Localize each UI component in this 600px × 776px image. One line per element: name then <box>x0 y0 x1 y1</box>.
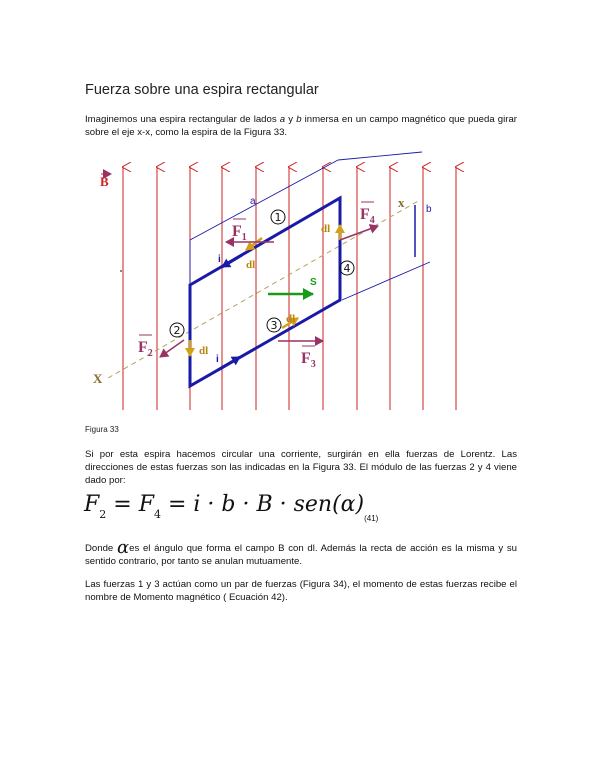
dl-label: dl <box>199 345 209 357</box>
section-title: Fuerza sobre una espira rectangular <box>85 82 319 98</box>
force-arrows <box>160 226 378 357</box>
alpha-paragraph <box>85 537 518 568</box>
dl-label: dl <box>246 259 256 271</box>
formula-eq1: = <box>106 492 139 517</box>
equation-number: (41) <box>364 514 379 523</box>
side-b-var: b <box>296 114 302 125</box>
force-label-f4: $F_4$ <box>360 206 375 226</box>
intro-text-2: inmersa en un campo magnético que pueda girar sobre el eje x-x, como la espira de la Figura 33. <box>85 114 517 138</box>
axis-label-bottom: X <box>93 371 103 386</box>
equation-41 <box>84 492 378 523</box>
dl-label: dl <box>321 223 331 235</box>
current-arrow <box>222 255 242 267</box>
intro-text-1: Imaginemos una espira rectangular de lados <box>85 114 280 125</box>
stray-dot <box>120 270 122 272</box>
dim-b-label: b <box>426 204 432 215</box>
current-label: i <box>218 254 221 265</box>
alpha-text-before: Donde <box>85 543 117 554</box>
force-label-f2: $F_2$ <box>138 339 153 359</box>
dl-vectors <box>190 225 340 356</box>
formula-mid: F <box>138 492 154 517</box>
formula-rhs: i · b · B · sen(α) <box>193 492 365 517</box>
svg-text:1: 1 <box>274 211 282 224</box>
torque-paragraph: Las fuerzas 1 y 3 actúan como un par de fuerzas (Figura 34), el momento de estas fuerzas recibe el nombre de Momento magnético ( Ecuación 42). <box>85 579 517 603</box>
formula-lhs: F <box>84 492 100 517</box>
force-label-f3: $F_3$ <box>301 350 316 370</box>
current-label: i <box>216 354 219 365</box>
svg-text:4: 4 <box>343 262 351 275</box>
dim-a-label: a <box>250 196 256 207</box>
svg-text:3: 3 <box>270 319 278 332</box>
current-loop <box>190 198 340 386</box>
intro-text-mid: y <box>285 114 297 125</box>
normal-label-s: S <box>310 277 317 288</box>
formula-mid-sub: 4 <box>153 508 161 521</box>
axis-label-top: x <box>398 195 405 210</box>
field-lines <box>123 167 456 410</box>
dl-label: dl <box>286 313 296 325</box>
rotation-axis <box>108 200 420 378</box>
b-field-label <box>100 174 111 189</box>
alpha-text-after: es el ángulo que forma el campo B con dl. Además la recta de acción es la misma y su sentido contrario, por tanto se anulan mutuamente. <box>85 543 518 567</box>
marker-3 <box>267 318 281 332</box>
forces-paragraph: Si por esta espira hacemos circular una corriente, surgirán en ella fuerzas de Lorentz. Las direcciones de estas fuerzas son las indicadas en la Figura 33. El módulo de las fuerzas 2 y 4 viene dado por: <box>85 449 517 486</box>
marker-2 <box>170 323 184 337</box>
force-label-f1: $F_1$ <box>232 223 247 243</box>
marker-4 <box>340 261 354 275</box>
svg-text:2: 2 <box>173 324 181 337</box>
figure-caption: Figura 33 <box>85 425 119 434</box>
alpha-symbol: α <box>116 537 130 558</box>
marker-1 <box>271 210 285 224</box>
svg-text:B: B <box>100 174 109 189</box>
formula-lhs-sub: 2 <box>99 508 107 521</box>
formula-eq2: = <box>160 492 194 517</box>
current-arrow <box>218 357 240 370</box>
side-a-var: a <box>279 114 286 125</box>
